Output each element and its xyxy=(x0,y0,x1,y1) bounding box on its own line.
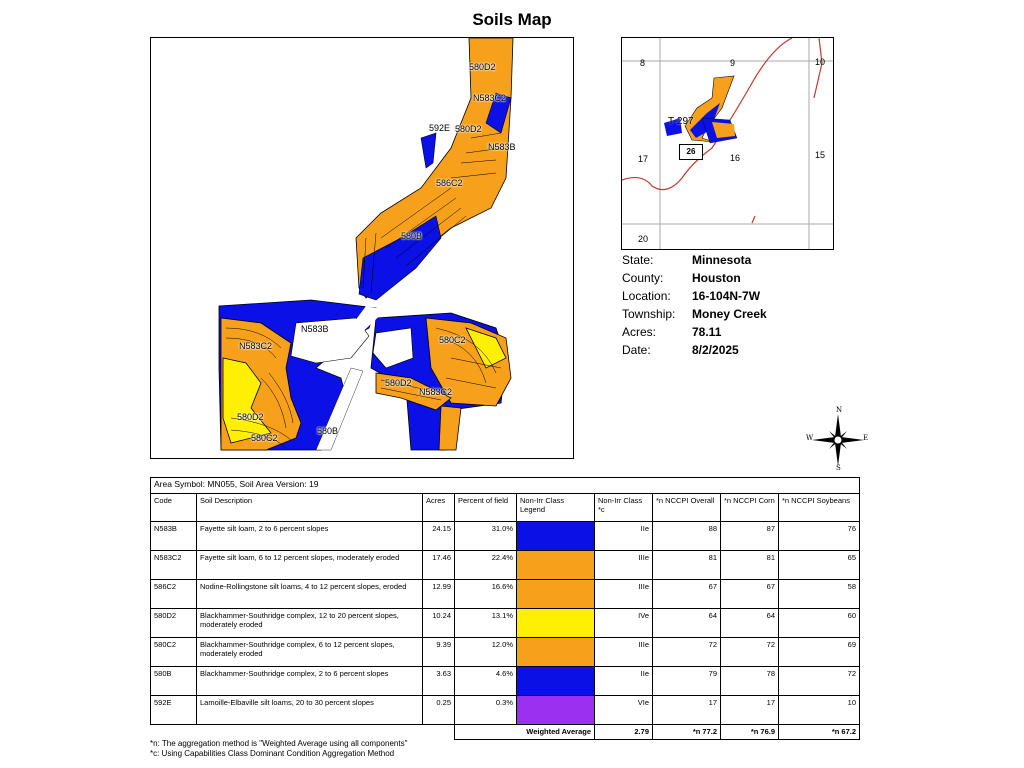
col-header: Acres xyxy=(423,494,455,522)
table-header xyxy=(151,494,860,522)
map-label: 580D2 xyxy=(237,412,264,422)
cell-class: VIe xyxy=(595,696,653,725)
field-info xyxy=(622,251,767,359)
legend-swatch xyxy=(517,638,594,666)
locator-map-graphic xyxy=(622,38,833,249)
cell-corn: 87 xyxy=(721,522,779,551)
legend-swatch xyxy=(517,522,594,550)
info-value: 16-104N-7W xyxy=(692,289,761,303)
cell-pct: 13.1% xyxy=(455,609,517,638)
cell-pct: 12.0% xyxy=(455,638,517,667)
table-row xyxy=(151,580,860,609)
map-label: N583B xyxy=(301,324,329,334)
info-row-acres xyxy=(622,323,767,341)
route-badge: 26 xyxy=(679,144,703,160)
col-header: *n NCCPI Corn xyxy=(721,494,779,522)
cell-acres: 9.39 xyxy=(423,638,455,667)
info-key: Location: xyxy=(622,289,671,303)
cell-corn: 78 xyxy=(721,667,779,696)
cell-legend xyxy=(517,609,595,638)
page-title: Soils Map xyxy=(472,10,552,29)
cell-desc: Blackhammer-Southridge complex, 2 to 6 percent slopes xyxy=(197,667,423,696)
cell-overall: 79 xyxy=(653,667,721,696)
map-label: 586C2 xyxy=(436,178,463,188)
cell-pct: 31.0% xyxy=(455,522,517,551)
compass-n: N xyxy=(836,406,843,414)
legend-swatch xyxy=(517,667,594,695)
section-label: 15 xyxy=(815,150,826,160)
weighted-class: 2.79 xyxy=(595,725,653,740)
weighted-corn: *n 76.9 xyxy=(721,725,779,740)
cell-code: 592E xyxy=(151,696,197,725)
table-row xyxy=(151,522,860,551)
legend-swatch xyxy=(517,580,594,608)
cell-class: IIIe xyxy=(595,551,653,580)
cell-desc: Fayette silt loam, 6 to 12 percent slopes, moderately eroded xyxy=(197,551,423,580)
cell-corn: 17 xyxy=(721,696,779,725)
info-row-township xyxy=(622,305,767,323)
cell-code: N583C2 xyxy=(151,551,197,580)
info-value: Houston xyxy=(692,271,741,285)
road-label: T-297 xyxy=(668,116,694,127)
col-header: Non-Irr Class *c xyxy=(595,494,653,522)
cell-overall: 81 xyxy=(653,551,721,580)
locator-map[interactable] xyxy=(621,37,834,250)
cell-code: 580D2 xyxy=(151,609,197,638)
cell-class: IIe xyxy=(595,667,653,696)
map-region-blue-north2 xyxy=(421,133,436,168)
section-label: 16 xyxy=(730,153,741,163)
info-row-location xyxy=(622,287,767,305)
footnote: *c: Using Capabilities Class Dominant Condition Aggregation Method xyxy=(150,749,395,758)
cell-pct: 16.6% xyxy=(455,580,517,609)
cell-class: IIIe xyxy=(595,638,653,667)
col-header: Code xyxy=(151,494,197,522)
table-row xyxy=(151,667,860,696)
weighted-overall: *n 77.2 xyxy=(653,725,721,740)
cell-pct: 4.6% xyxy=(455,667,517,696)
cell-corn: 64 xyxy=(721,609,779,638)
cell-soy: 58 xyxy=(779,580,860,609)
cell-acres: 3.63 xyxy=(423,667,455,696)
footnotes xyxy=(150,739,407,759)
table-row xyxy=(151,551,860,580)
cell-acres: 0.25 xyxy=(423,696,455,725)
map-label: 580D2 xyxy=(469,62,496,72)
map-label: N583C2 xyxy=(419,387,453,397)
col-header: *n NCCPI Overall xyxy=(653,494,721,522)
weighted-soy: *n 67.2 xyxy=(779,725,860,740)
cell-acres: 12.99 xyxy=(423,580,455,609)
cell-class: IVe xyxy=(595,609,653,638)
col-header: Soil Description xyxy=(197,494,423,522)
cell-legend xyxy=(517,522,595,551)
info-value: Money Creek xyxy=(692,307,767,321)
footnote: *n: The aggregation method is "Weighted Average using all components" xyxy=(150,739,408,748)
cell-legend xyxy=(517,667,595,696)
cell-overall: 17 xyxy=(653,696,721,725)
info-row-county xyxy=(622,269,767,287)
compass-w: W xyxy=(806,434,814,442)
cell-desc: Lamoille-Elbaville silt loams, 20 to 30 percent slopes xyxy=(197,696,423,725)
cell-overall: 72 xyxy=(653,638,721,667)
cell-corn: 72 xyxy=(721,638,779,667)
info-key: Date: xyxy=(622,343,651,357)
cell-soy: 10 xyxy=(779,696,860,725)
compass-s: S xyxy=(836,464,841,472)
cell-class: IIIe xyxy=(595,580,653,609)
map-label: N583C2 xyxy=(473,93,507,103)
cell-acres: 17.46 xyxy=(423,551,455,580)
cell-code: 580C2 xyxy=(151,638,197,667)
info-key: Township: xyxy=(622,307,676,321)
map-label: 580C2 xyxy=(439,335,466,345)
info-value: 78.11 xyxy=(692,325,722,339)
cell-overall: 67 xyxy=(653,580,721,609)
cell-legend xyxy=(517,580,595,609)
col-header: Percent of field xyxy=(455,494,517,522)
map-label: N583C2 xyxy=(239,341,273,351)
legend-swatch xyxy=(517,696,594,724)
cell-acres: 24.15 xyxy=(423,522,455,551)
legend-swatch xyxy=(517,551,594,579)
info-value: 8/2/2025 xyxy=(692,343,739,357)
map-label: 592E xyxy=(429,123,451,133)
cell-soy: 60 xyxy=(779,609,860,638)
info-row-date xyxy=(622,341,767,359)
cell-overall: 88 xyxy=(653,522,721,551)
table-row xyxy=(151,638,860,667)
cell-legend xyxy=(517,551,595,580)
cell-acres: 10.24 xyxy=(423,609,455,638)
cell-code: 580B xyxy=(151,667,197,696)
map-label: 580D2 xyxy=(385,378,412,388)
cell-desc: Blackhammer-Southridge complex, 12 to 20 percent slopes, moderately eroded xyxy=(197,609,423,638)
col-header: *n NCCPI Soybeans xyxy=(779,494,860,522)
map-region-orange-south xyxy=(439,406,461,450)
info-key: Acres: xyxy=(622,325,657,339)
cell-pct: 22.4% xyxy=(455,551,517,580)
soils-table xyxy=(150,477,859,740)
cell-overall: 64 xyxy=(653,609,721,638)
legend-swatch xyxy=(517,609,594,637)
map-label: 580C2 xyxy=(251,433,278,443)
weighted-average-row xyxy=(151,725,860,740)
cell-legend xyxy=(517,696,595,725)
section-label: 17 xyxy=(638,154,649,164)
cell-code: 586C2 xyxy=(151,580,197,609)
cell-soy: 76 xyxy=(779,522,860,551)
map-label: 580D2 xyxy=(455,124,482,134)
section-label: 8 xyxy=(640,58,646,68)
col-header: Non-Irr Class Legend xyxy=(517,494,595,522)
soils-map-graphic xyxy=(151,38,573,458)
map-label: 580B xyxy=(317,426,339,436)
cell-desc: Blackhammer-Southridge complex, 6 to 12 percent slopes, moderately eroded xyxy=(197,638,423,667)
info-key: County: xyxy=(622,271,664,285)
compass-e: E xyxy=(863,434,869,442)
section-label: 20 xyxy=(638,234,649,244)
map-label: N583B xyxy=(488,142,516,152)
section-label: 9 xyxy=(730,58,736,68)
area-symbol: Area Symbol: MN055, Soil Area Version: 19 xyxy=(151,478,860,494)
cell-soy: 69 xyxy=(779,638,860,667)
map-label: 580B xyxy=(401,231,423,241)
table-row xyxy=(151,609,860,638)
info-row-state xyxy=(622,251,767,269)
section-label: 10 xyxy=(815,57,826,67)
cell-class: IIe xyxy=(595,522,653,551)
cell-pct: 0.3% xyxy=(455,696,517,725)
cell-corn: 67 xyxy=(721,580,779,609)
weighted-average-label: Weighted Average xyxy=(455,725,595,740)
info-value: Minnesota xyxy=(692,253,752,267)
cell-soy: 72 xyxy=(779,667,860,696)
cell-corn: 81 xyxy=(721,551,779,580)
soils-map[interactable] xyxy=(150,37,574,459)
cell-code: N583B xyxy=(151,522,197,551)
compass-rose-icon xyxy=(806,406,869,472)
info-key: State: xyxy=(622,253,654,267)
cell-desc: Nodine-Rollingstone silt loams, 4 to 12 percent slopes, eroded xyxy=(197,580,423,609)
cell-soy: 65 xyxy=(779,551,860,580)
cell-desc: Fayette silt loam, 2 to 6 percent slopes xyxy=(197,522,423,551)
cell-legend xyxy=(517,638,595,667)
table-row xyxy=(151,696,860,725)
